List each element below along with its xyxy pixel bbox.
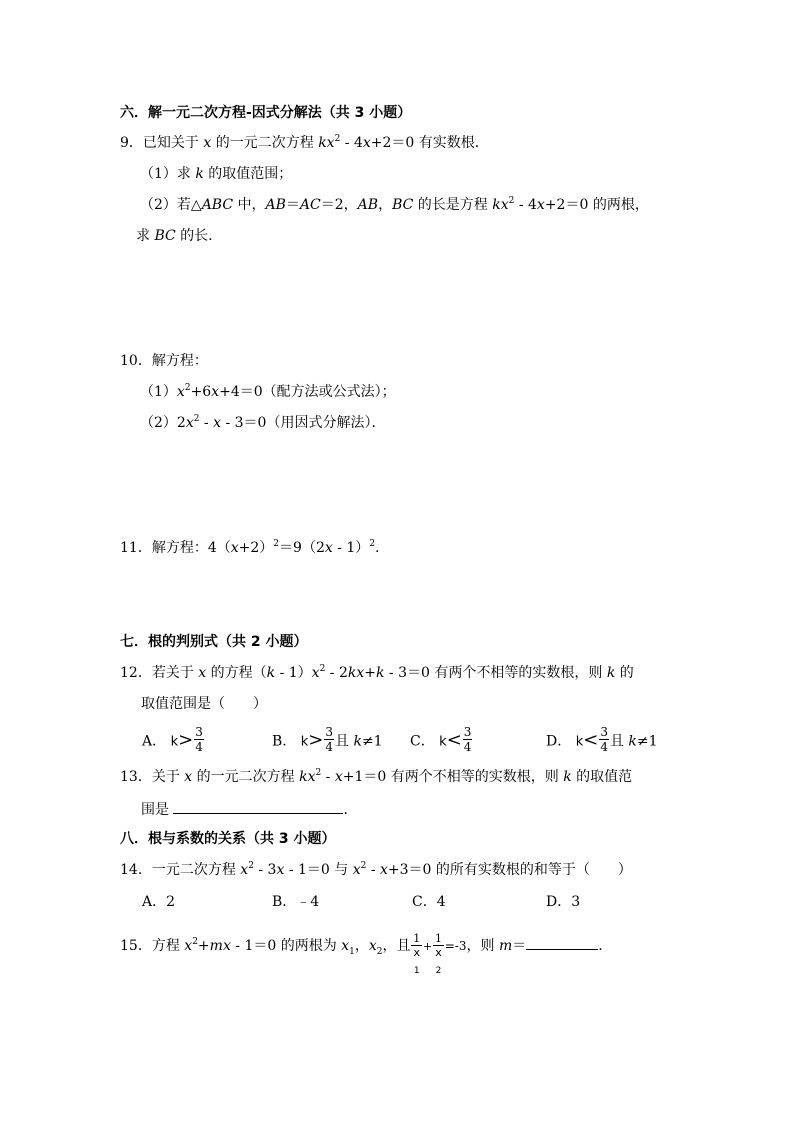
q11-number: 11． [120,540,152,556]
question-13: 13．关于 x 的一元二次方程 $kx^2 - x+1=0$ 有两个不相等的实数根，则 k 的取值范 [120,768,633,785]
q14-option-b[interactable]: B．﹣4 [272,894,320,910]
q14-option-c[interactable]: C．4 [412,894,446,910]
fraction: $\frac{3}{4}$ [600,725,608,754]
q10-part-1: $(1)x^2+6x+4=0$（配方法或公式法）； [140,383,396,400]
answer-blank[interactable] [173,799,343,814]
q13-number: 13． [120,769,152,785]
q10-number: 10． [120,353,152,369]
q9-part-2-cont: 求 BC 的长. [136,228,213,244]
q14-option-d[interactable]: D．3 [546,894,581,910]
q12-option-d[interactable]: D． k< $\frac{3}{4}$ 且 k≠1 [546,725,658,754]
q14-option-a[interactable]: A．2 [142,894,176,910]
question-14: 14．一元二次方程 $x^2 - 3x - 1=0$ 与 $x^2 - x+3=0$ 的所有实数根的和等于（ ） [120,861,632,878]
section-6-heading: 六．解一元二次方程-因式分解法（共 3 小题） [120,105,412,121]
question-12: 12．若关于 x 的方程$(k - 1)x^2 - 2kx+k - 3=0$ 有两个不相等的实数根，则 k 的 [120,664,634,681]
q12-option-a[interactable]: A． k> $\frac{3}{4}$ [142,725,203,754]
q9-part-1: （1）求 k 的取值范围； [140,166,293,182]
q14-number: 14． [120,862,152,878]
q12-number: 12． [120,665,152,681]
q9-part-2: （2）若△ABC 中，AB＝AC＝2，AB，BC 的长是方程 $kx^2 - 4x+2=0$ 的两根， [140,196,649,213]
question-15: 15．方程 $x^2+mx - 1=0$ 的两根为 $x_1$，$x_2$，且 1 x $_1$ + 1 x $_2$ =-3，则 m＝ . [120,932,603,976]
fraction: $\frac{3}{4}$ [195,725,203,754]
q12-option-c[interactable]: C． k< $\frac{3}{4}$ [410,725,472,754]
fraction-1-over-x1: 1 x $_1$ [413,932,421,976]
q12-option-b[interactable]: B． k> $\frac{3}{4}$ 且 k≠1 [272,725,383,754]
answer-blank[interactable] [526,935,598,950]
q15-number: 15． [120,938,152,954]
question-9: 9．已知关于 x 的一元二次方程 $kx^2 - 4x+2=0$ 有实数根． [120,134,489,151]
question-11: 11．解方程：$4(x+2)^2=9(2x - 1)^2$. [120,539,380,556]
q12-line-2: 取值范围是（ ） [141,696,267,712]
q9-number: 9． [120,135,143,151]
fraction: $\frac{3}{4}$ [463,725,472,754]
question-10: 10．解方程： [120,353,208,369]
q10-part-2: $(2)2x^2 - x - 3=0$（用因式分解法）． [140,414,386,431]
fraction: $\frac{3}{4}$ [325,725,334,754]
q13-line-2: 围是 ． [141,799,357,819]
fraction-1-over-x2: 1 x $_2$ [434,932,442,976]
section-7-heading: 七．根的判别式（共 2 小题） [120,634,308,650]
section-8-heading: 八．根与系数的关系（共 3 小题） [120,831,336,847]
